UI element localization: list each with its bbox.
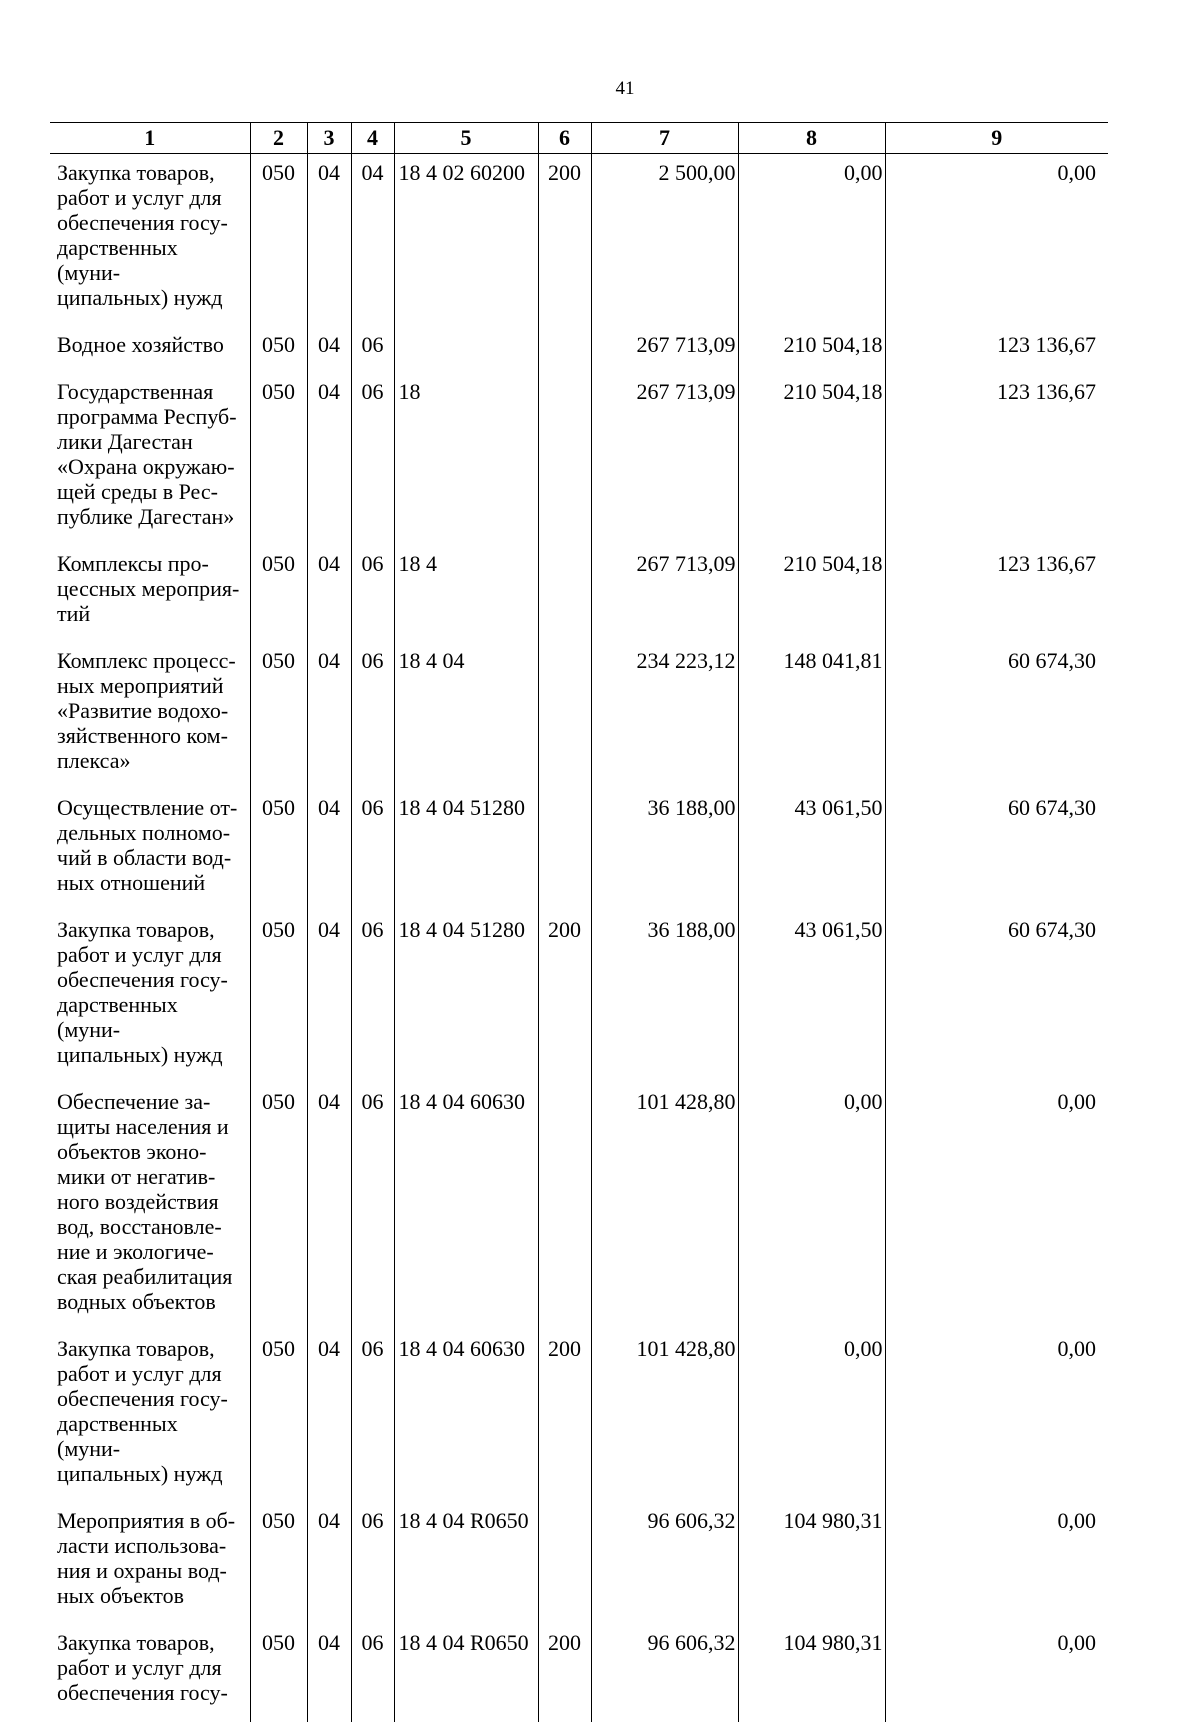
cell-grbs: 050 [250,1330,307,1502]
cell-target-article: 18 4 04 60630 [394,1330,538,1502]
cell-amount-year-1: 36 188,00 [591,789,738,911]
cell-target-article: 18 4 [394,545,538,642]
cell-amount-year-1: 267 713,09 [591,545,738,642]
cell-amount-year-2: 0,00 [738,1083,885,1330]
cell-amount-year-3: 60 674,30 [885,789,1108,911]
cell-name-line: программа Респуб- [57,404,246,429]
cell-name-line: «Охрана окружаю- [57,454,246,479]
column-header: 2 [250,123,307,154]
cell-target-article: 18 [394,373,538,545]
cell-amount-year-3: 0,00 [885,1083,1108,1330]
cell-amount-year-2: 210 504,18 [738,373,885,545]
table-row [50,373,1108,545]
cell-name-line: ципальных) нужд [57,285,246,310]
cell-name-line: работ и услуг для [57,942,246,967]
cell-expense-type [538,789,591,911]
cell-name-line: Государственная [57,379,246,404]
cell-name [50,1330,250,1502]
cell-expense-type: 200 [538,1624,591,1722]
cell-grbs: 050 [250,545,307,642]
cell-name-line: дельных полномо- [57,820,246,845]
cell-amount-year-1: 36 188,00 [591,911,738,1083]
cell-name-line: работ и услуг для [57,1361,246,1386]
cell-expense-type [538,1502,591,1624]
table-row [50,326,1108,373]
cell-name-line: дарственных (муни- [57,1411,246,1461]
cell-grbs: 050 [250,373,307,545]
cell-grbs: 050 [250,1624,307,1722]
cell-section: 04 [307,1624,351,1722]
column-header: 9 [885,123,1108,154]
cell-name-line: работ и услуг для [57,185,246,210]
cell-section: 04 [307,1083,351,1330]
column-header: 3 [307,123,351,154]
cell-name [50,642,250,789]
cell-name-line: обеспечения госу- [57,967,246,992]
cell-grbs: 050 [250,911,307,1083]
cell-amount-year-3: 0,00 [885,1502,1108,1624]
cell-name-line: ская реабилитация [57,1264,246,1289]
cell-name-line: лики Дагестан [57,429,246,454]
cell-expense-type [538,545,591,642]
cell-amount-year-3: 123 136,67 [885,326,1108,373]
cell-name-line: Комплекс процесс- [57,648,246,673]
cell-section: 04 [307,154,351,327]
cell-amount-year-1: 267 713,09 [591,326,738,373]
cell-subsection: 06 [351,1502,394,1624]
cell-name [50,154,250,327]
cell-name [50,326,250,373]
cell-name-line: публике Дагестан» [57,504,246,529]
cell-target-article: 18 4 04 51280 [394,911,538,1083]
cell-amount-year-3: 0,00 [885,1624,1108,1722]
table-row [50,545,1108,642]
cell-amount-year-3: 123 136,67 [885,545,1108,642]
cell-target-article: 18 4 04 51280 [394,789,538,911]
table-row [50,1330,1108,1502]
cell-amount-year-1: 234 223,12 [591,642,738,789]
cell-name-line: обеспечения госу- [57,1680,246,1705]
cell-amount-year-2: 210 504,18 [738,326,885,373]
cell-name [50,1083,250,1330]
cell-name-line: работ и услуг для [57,1655,246,1680]
cell-name [50,373,250,545]
cell-amount-year-2: 43 061,50 [738,789,885,911]
cell-subsection: 04 [351,154,394,327]
column-header: 8 [738,123,885,154]
cell-name [50,1624,250,1722]
table-row [50,1502,1108,1624]
cell-amount-year-2: 0,00 [738,154,885,327]
cell-name-line: ния и охраны вод- [57,1558,246,1583]
column-header: 5 [394,123,538,154]
budget-table [50,122,1108,1722]
cell-name-line: Закупка товаров, [57,917,246,942]
cell-grbs: 050 [250,642,307,789]
cell-name-line: ных объектов [57,1583,246,1608]
cell-amount-year-3: 0,00 [885,1330,1108,1502]
cell-grbs: 050 [250,789,307,911]
cell-expense-type [538,326,591,373]
cell-expense-type: 200 [538,911,591,1083]
cell-name-line: Мероприятия в об- [57,1508,246,1533]
cell-name-line: зяйственного ком- [57,723,246,748]
cell-name-line: тий [57,601,246,626]
table-header [50,123,1108,154]
cell-subsection: 06 [351,789,394,911]
cell-name-line: дарственных (муни- [57,235,246,285]
cell-name-line: «Развитие водохо- [57,698,246,723]
cell-subsection: 06 [351,545,394,642]
cell-grbs: 050 [250,1083,307,1330]
cell-name [50,545,250,642]
cell-name-line: обеспечения госу- [57,210,246,235]
column-header: 1 [50,123,250,154]
cell-target-article: 18 4 04 [394,642,538,789]
cell-name-line: чий в области вод- [57,845,246,870]
cell-name-line: вод, восстановле- [57,1214,246,1239]
cell-name-line: объектов эконо- [57,1139,246,1164]
cell-name [50,1502,250,1624]
cell-amount-year-1: 96 606,32 [591,1502,738,1624]
cell-section: 04 [307,789,351,911]
table-body [50,154,1108,1722]
cell-amount-year-1: 101 428,80 [591,1330,738,1502]
cell-section: 04 [307,642,351,789]
cell-grbs: 050 [250,154,307,327]
cell-amount-year-3: 60 674,30 [885,642,1108,789]
header-row [50,123,1108,154]
cell-subsection: 06 [351,373,394,545]
cell-subsection: 06 [351,326,394,373]
cell-subsection: 06 [351,642,394,789]
cell-amount-year-2: 210 504,18 [738,545,885,642]
cell-section: 04 [307,911,351,1083]
cell-name-line: ципальных) нужд [57,1461,246,1486]
cell-section: 04 [307,1330,351,1502]
cell-expense-type [538,642,591,789]
cell-expense-type: 200 [538,1330,591,1502]
cell-target-article: 18 4 04 60630 [394,1083,538,1330]
column-header: 6 [538,123,591,154]
cell-grbs: 050 [250,326,307,373]
cell-expense-type [538,1083,591,1330]
cell-name-line: Закупка товаров, [57,1630,246,1655]
cell-subsection: 06 [351,1624,394,1722]
cell-section: 04 [307,326,351,373]
cell-amount-year-3: 60 674,30 [885,911,1108,1083]
table-row [50,154,1108,327]
cell-subsection: 06 [351,1083,394,1330]
cell-amount-year-1: 101 428,80 [591,1083,738,1330]
cell-target-article [394,326,538,373]
table-row [50,1083,1108,1330]
cell-name-line: дарственных (муни- [57,992,246,1042]
cell-subsection: 06 [351,1330,394,1502]
table-row [50,642,1108,789]
cell-name-line: Закупка товаров, [57,160,246,185]
cell-section: 04 [307,545,351,642]
cell-expense-type [538,373,591,545]
cell-amount-year-2: 104 980,31 [738,1502,885,1624]
cell-name-line: ласти использова- [57,1533,246,1558]
page-number: 41 [0,78,1200,100]
cell-name-line: щиты населения и [57,1114,246,1139]
cell-target-article: 18 4 02 60200 [394,154,538,327]
cell-name-line: обеспечения госу- [57,1386,246,1411]
cell-name [50,911,250,1083]
table-row [50,911,1108,1083]
cell-expense-type: 200 [538,154,591,327]
cell-name-line: Закупка товаров, [57,1336,246,1361]
cell-amount-year-3: 0,00 [885,154,1108,327]
cell-name-line: ных отношений [57,870,246,895]
cell-name-line: Комплексы про- [57,551,246,576]
table-row [50,789,1108,911]
cell-name-line: ного воздействия [57,1189,246,1214]
table-row [50,1624,1108,1722]
cell-amount-year-2: 0,00 [738,1330,885,1502]
cell-amount-year-2: 43 061,50 [738,911,885,1083]
cell-amount-year-2: 148 041,81 [738,642,885,789]
cell-target-article: 18 4 04 R0650 [394,1624,538,1722]
cell-section: 04 [307,1502,351,1624]
cell-name-line: плекса» [57,748,246,773]
cell-amount-year-1: 96 606,32 [591,1624,738,1722]
cell-name-line: мики от негатив- [57,1164,246,1189]
cell-name-line: ципальных) нужд [57,1042,246,1067]
cell-subsection: 06 [351,911,394,1083]
cell-name-line: ние и экологиче- [57,1239,246,1264]
column-header: 4 [351,123,394,154]
cell-name-line: щей среды в Рес- [57,479,246,504]
cell-name-line: ных мероприятий [57,673,246,698]
cell-name-line: Осуществление от- [57,795,246,820]
column-header: 7 [591,123,738,154]
cell-name-line: Обеспечение за- [57,1089,246,1114]
cell-name-line: Водное хозяйство [57,332,246,357]
cell-name [50,789,250,911]
cell-amount-year-2: 104 980,31 [738,1624,885,1722]
cell-amount-year-3: 123 136,67 [885,373,1108,545]
cell-amount-year-1: 267 713,09 [591,373,738,545]
cell-grbs: 050 [250,1502,307,1624]
cell-amount-year-1: 2 500,00 [591,154,738,327]
cell-section: 04 [307,373,351,545]
cell-target-article: 18 4 04 R0650 [394,1502,538,1624]
cell-name-line: водных объектов [57,1289,246,1314]
cell-name-line: цессных мероприя- [57,576,246,601]
